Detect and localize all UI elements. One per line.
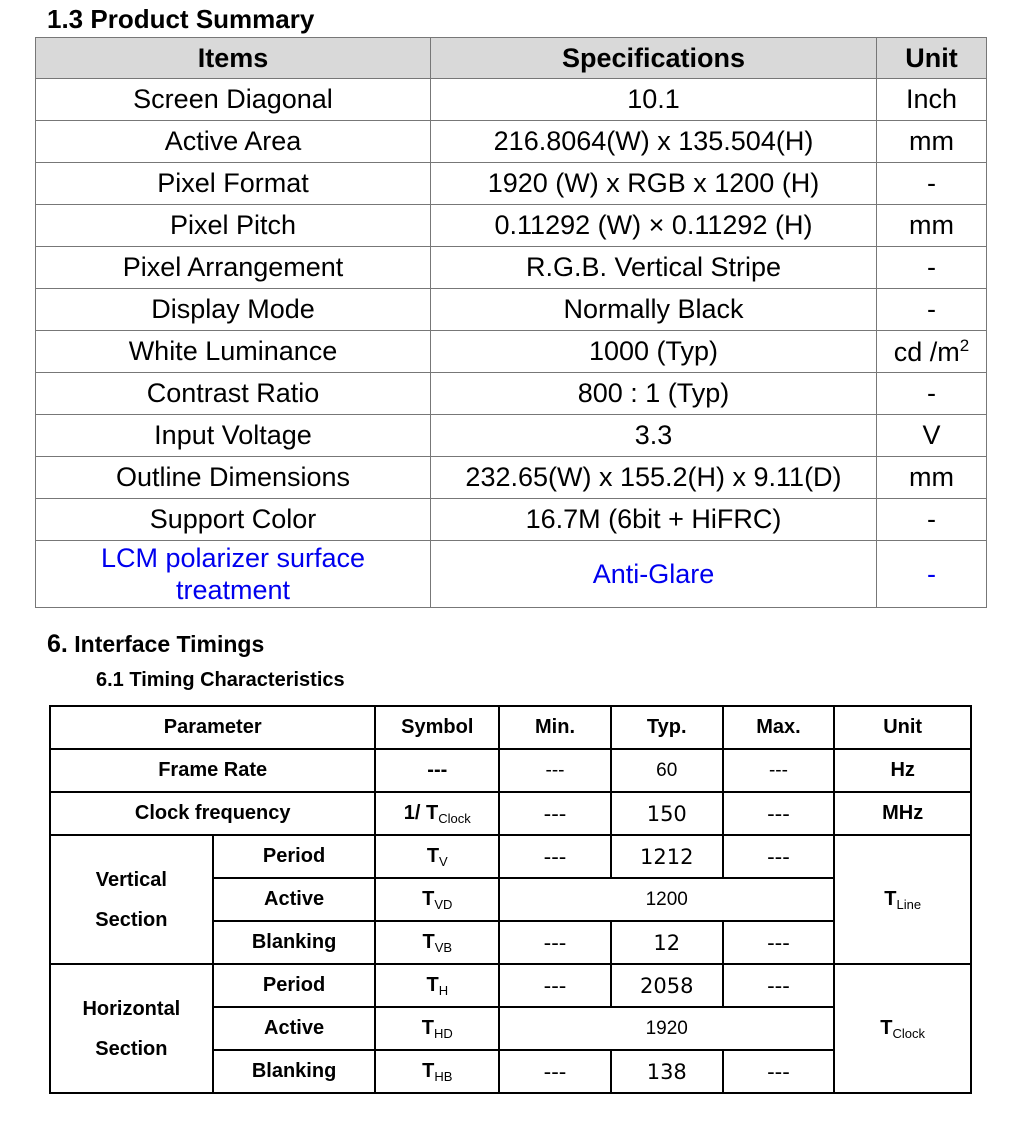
- cell-item: White Luminance: [36, 331, 431, 373]
- heading-text: Interface Timings: [74, 631, 265, 657]
- cell-item: Screen Diagonal: [36, 79, 431, 121]
- table-row: [36, 205, 987, 247]
- heading-number: 6.: [47, 630, 68, 658]
- cell-typ: 150: [611, 792, 723, 835]
- symbol-main: 1/ T: [403, 801, 439, 824]
- cell-item: [36, 541, 431, 608]
- table-row: [36, 247, 987, 289]
- table-row: [36, 373, 987, 415]
- section-heading-product-summary: 1.3 Product Summary: [47, 4, 315, 34]
- cell-min: ---: [499, 1050, 611, 1093]
- cell-spec: 1920 (W) x RGB x 1200 (H): [431, 163, 877, 205]
- section-line-1: Vertical: [95, 868, 167, 891]
- cell-typ: 60: [611, 749, 723, 792]
- symbol-main: T: [421, 1016, 434, 1039]
- table-row: [50, 749, 971, 792]
- unit-main: T: [884, 887, 897, 910]
- cell-item: Pixel Format: [36, 163, 431, 205]
- cell-unit: mm: [877, 121, 987, 163]
- cell-unit: -: [877, 289, 987, 331]
- cell-typ: 138: [611, 1050, 723, 1093]
- table-row: [50, 835, 971, 878]
- cell-unit: MHz: [834, 792, 971, 835]
- cell-unit: [834, 835, 971, 964]
- cell-max: ---: [723, 921, 835, 964]
- header-unit: Unit: [877, 38, 987, 79]
- symbol-main: T: [422, 887, 435, 910]
- table-row: [36, 499, 987, 541]
- cell-unit: [834, 964, 971, 1093]
- table-row: [36, 79, 987, 121]
- cell-symbol: [375, 964, 499, 1007]
- cell-symbol: [375, 835, 499, 878]
- unit-subscript: Line: [896, 896, 922, 912]
- cell-value: 1920: [499, 1007, 834, 1050]
- header-typ: Typ.: [611, 706, 723, 749]
- unit-text: cd /m: [893, 336, 960, 367]
- symbol-main: T: [426, 973, 439, 996]
- section-heading-interface-timings: [47, 630, 264, 659]
- cell-typ: 2058: [611, 964, 723, 1007]
- cell-item: Outline Dimensions: [36, 457, 431, 499]
- cell-min: ---: [499, 749, 611, 792]
- cell-max: ---: [723, 835, 835, 878]
- cell-spec: 216.8064(W) x 135.504(H): [431, 121, 877, 163]
- cell-min: ---: [499, 835, 611, 878]
- symbol-subscript: HD: [434, 1025, 453, 1041]
- symbol-subscript: VD: [434, 896, 453, 912]
- product-summary-table: [35, 37, 987, 608]
- unit-superscript: 2: [959, 335, 970, 355]
- cell-section-horizontal: [50, 964, 213, 1093]
- header-symbol: Symbol: [375, 706, 499, 749]
- table-row: [50, 792, 971, 835]
- item-line-1: LCM polarizer surface: [100, 543, 366, 573]
- subheading-timing-characteristics: 6.1 Timing Characteristics: [96, 669, 345, 691]
- cell-max: ---: [723, 964, 835, 1007]
- cell-unit: -: [877, 373, 987, 415]
- cell-unit: V: [877, 415, 987, 457]
- cell-unit: -: [877, 499, 987, 541]
- cell-item: Support Color: [36, 499, 431, 541]
- cell-parameter: Clock frequency: [50, 792, 375, 835]
- cell-max: ---: [723, 749, 835, 792]
- cell-section-vertical: [50, 835, 213, 964]
- cell-unit: [877, 331, 987, 373]
- symbol-main: T: [422, 930, 435, 953]
- symbol-subscript: H: [438, 982, 449, 998]
- table-row: [50, 964, 971, 1007]
- cell-symbol: [375, 921, 499, 964]
- header-max: Max.: [723, 706, 835, 749]
- header-min: Min.: [499, 706, 611, 749]
- table-header-row: [36, 38, 987, 79]
- header-items: Items: [36, 38, 431, 79]
- table-row: [36, 457, 987, 499]
- cell-item: Pixel Arrangement: [36, 247, 431, 289]
- table-row: [36, 289, 987, 331]
- cell-min: ---: [499, 792, 611, 835]
- cell-unit: mm: [877, 457, 987, 499]
- cell-subparameter: Period: [213, 835, 376, 878]
- cell-unit: -: [877, 163, 987, 205]
- section-line-1: Horizontal: [82, 997, 181, 1020]
- table-row: [36, 163, 987, 205]
- table-row: [36, 331, 987, 373]
- item-line-2: treatment: [175, 575, 291, 605]
- cell-max: ---: [723, 1050, 835, 1093]
- cell-value: 1200: [499, 878, 834, 921]
- cell-unit: Hz: [834, 749, 971, 792]
- cell-symbol: [375, 1007, 499, 1050]
- cell-spec: 0.11292 (W) × 0.11292 (H): [431, 205, 877, 247]
- cell-item: Input Voltage: [36, 415, 431, 457]
- header-unit: Unit: [834, 706, 971, 749]
- cell-spec: 3.3: [431, 415, 877, 457]
- cell-subparameter: Active: [213, 878, 376, 921]
- table-header-row: [50, 706, 971, 749]
- header-parameter: Parameter: [50, 706, 375, 749]
- cell-subparameter: Active: [213, 1007, 376, 1050]
- symbol-main: T: [426, 844, 440, 867]
- table-row: [36, 415, 987, 457]
- cell-subparameter: Blanking: [213, 1050, 376, 1093]
- cell-max: ---: [723, 792, 835, 835]
- cell-subparameter: Blanking: [213, 921, 376, 964]
- cell-spec: R.G.B. Vertical Stripe: [431, 247, 877, 289]
- cell-item: Pixel Pitch: [36, 205, 431, 247]
- cell-unit: -: [877, 541, 987, 608]
- cell-item: Active Area: [36, 121, 431, 163]
- cell-symbol: [375, 792, 499, 835]
- cell-spec: 10.1: [431, 79, 877, 121]
- cell-spec: Anti-Glare: [431, 541, 877, 608]
- unit-subscript: Clock: [892, 1025, 926, 1041]
- symbol-subscript: VB: [434, 939, 453, 955]
- cell-spec: 800 : 1 (Typ): [431, 373, 877, 415]
- cell-min: ---: [499, 964, 611, 1007]
- symbol-subscript: HB: [434, 1068, 453, 1084]
- timing-characteristics-table: [49, 705, 972, 1094]
- cell-symbol: [375, 1050, 499, 1093]
- cell-spec: 16.7M (6bit + HiFRC): [431, 499, 877, 541]
- cell-typ: 12: [611, 921, 723, 964]
- cell-item: Contrast Ratio: [36, 373, 431, 415]
- cell-unit: mm: [877, 205, 987, 247]
- cell-unit: Inch: [877, 79, 987, 121]
- cell-min: ---: [499, 921, 611, 964]
- symbol-subscript: V: [439, 853, 448, 869]
- cell-unit: -: [877, 247, 987, 289]
- cell-symbol: ---: [375, 749, 499, 792]
- unit-main: T: [880, 1016, 893, 1039]
- symbol-main: T: [422, 1059, 435, 1082]
- section-line-2: Section: [95, 908, 168, 931]
- symbol-subscript: Clock: [438, 810, 471, 826]
- cell-spec: 232.65(W) x 155.2(H) x 9.11(D): [431, 457, 877, 499]
- cell-typ: 1212: [611, 835, 723, 878]
- cell-item: Display Mode: [36, 289, 431, 331]
- section-line-2: Section: [95, 1037, 168, 1060]
- cell-symbol: [375, 878, 499, 921]
- cell-spec: 1000 (Typ): [431, 331, 877, 373]
- cell-spec: Normally Black: [431, 289, 877, 331]
- cell-parameter: Frame Rate: [50, 749, 375, 792]
- header-specifications: Specifications: [431, 38, 877, 79]
- table-row-highlighted: [36, 541, 987, 608]
- table-row: [36, 121, 987, 163]
- cell-subparameter: Period: [213, 964, 376, 1007]
